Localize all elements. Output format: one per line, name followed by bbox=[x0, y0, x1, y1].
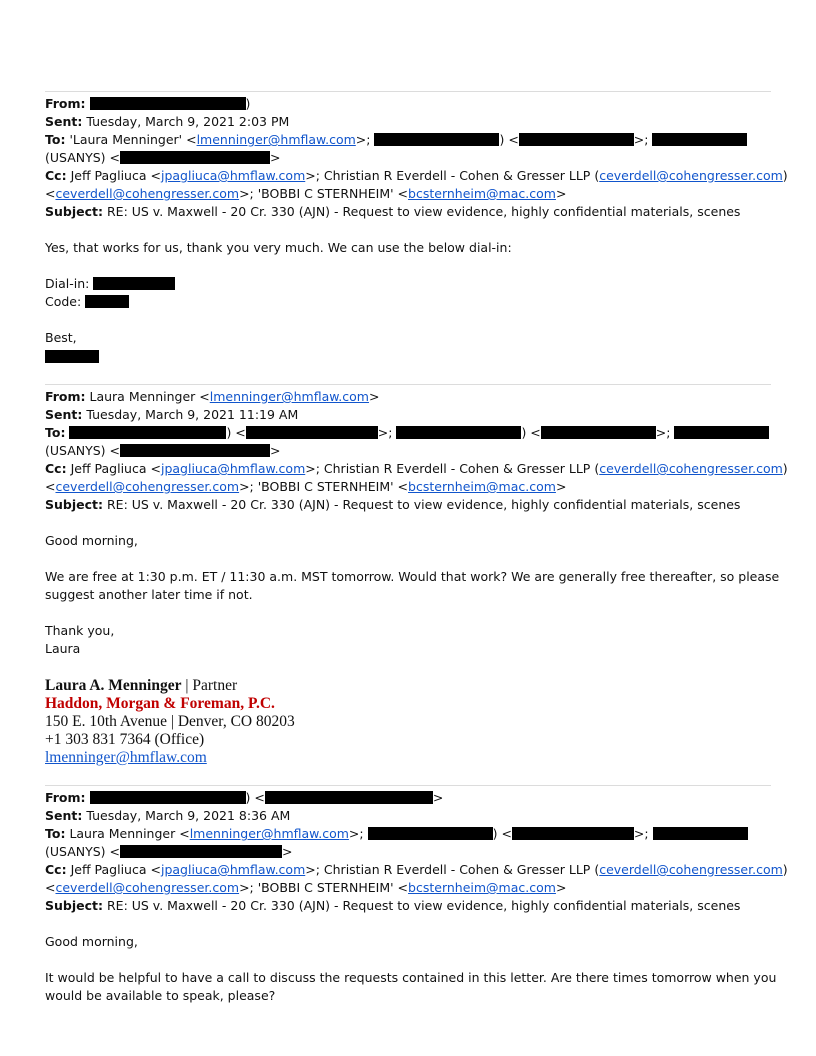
email3-sent-value: Tuesday, March 9, 2021 8:36 AM bbox=[86, 808, 291, 823]
redaction-box bbox=[519, 133, 634, 146]
cc-mid: >; Christian R Everdell - Cohen & Gresser LLP ( bbox=[305, 862, 600, 877]
sent-label: Sent: bbox=[45, 407, 83, 422]
usanys-text: (USANYS) < bbox=[45, 150, 120, 165]
email3-cc-line bbox=[45, 861, 788, 878]
email1-usanys-line bbox=[45, 149, 280, 166]
email-divider bbox=[45, 785, 771, 786]
redaction-box bbox=[396, 426, 521, 439]
signature-email-link[interactable]: lmenninger@hmflaw.com bbox=[45, 749, 207, 766]
email2-from-line bbox=[45, 388, 379, 405]
cc-label: Cc: bbox=[45, 168, 67, 183]
email-link[interactable]: bcsternheim@mac.com bbox=[408, 186, 556, 201]
to-label: To: bbox=[45, 132, 66, 147]
redaction-box bbox=[120, 151, 270, 164]
email3-greeting: Good morning, bbox=[45, 934, 138, 949]
email2-body-line2: suggest another later time if not. bbox=[45, 587, 253, 602]
email2-greeting: Good morning, bbox=[45, 533, 138, 548]
punct: > bbox=[270, 443, 281, 458]
cc-mid: >; 'BOBBI C STERNHEIM' < bbox=[239, 186, 409, 201]
email2-subject-line bbox=[45, 496, 740, 513]
email1-cc-line bbox=[45, 167, 788, 184]
email2-to-line bbox=[45, 424, 769, 441]
punct: ) < bbox=[245, 790, 265, 805]
email3-subject: RE: US v. Maxwell - 20 Cr. 330 (AJN) - Request to view evidence, highly confidential materials, scenes bbox=[106, 898, 741, 913]
subject-label: Subject: bbox=[45, 204, 103, 219]
punct: > bbox=[555, 880, 567, 895]
cc-mid: >; 'BOBBI C STERNHEIM' < bbox=[239, 880, 409, 895]
email1-signature-redacted bbox=[45, 348, 99, 365]
punct: ) < bbox=[499, 132, 519, 147]
redaction-box bbox=[652, 133, 747, 146]
email2-cc-line bbox=[45, 460, 788, 477]
redaction-box bbox=[45, 350, 99, 363]
email-link[interactable]: ceverdell@cohengresser.com bbox=[599, 862, 783, 877]
email2-from-link[interactable]: lmenninger@hmflaw.com bbox=[209, 389, 369, 404]
dialin-line bbox=[45, 275, 175, 292]
email3-from-line bbox=[45, 789, 443, 806]
cc-prefix: Jeff Pagliuca < bbox=[70, 461, 161, 476]
email3-to-line bbox=[45, 825, 748, 842]
redaction-box bbox=[368, 827, 493, 840]
email3-to-link[interactable]: lmenninger@hmflaw.com bbox=[189, 826, 349, 841]
punct: ) bbox=[782, 461, 788, 476]
redaction-box bbox=[541, 426, 656, 439]
to-label: To: bbox=[45, 826, 66, 841]
punct: >; bbox=[655, 425, 671, 440]
punct: > bbox=[270, 150, 281, 165]
cc-label: Cc: bbox=[45, 862, 67, 877]
email3-to-prefix: Laura Menninger < bbox=[69, 826, 190, 841]
email1-to-link[interactable]: lmenninger@hmflaw.com bbox=[196, 132, 356, 147]
punct: >; bbox=[633, 132, 649, 147]
from-label: From: bbox=[45, 790, 86, 805]
email3-usanys-line bbox=[45, 843, 292, 860]
dialin-label: Dial-in: bbox=[45, 276, 90, 291]
email-link[interactable]: jpagliuca@hmflaw.com bbox=[160, 862, 306, 877]
redaction-box bbox=[93, 277, 175, 290]
email1-to-prefix: 'Laura Menninger' < bbox=[69, 132, 197, 147]
punct: > bbox=[555, 186, 567, 201]
email2-name: Laura bbox=[45, 641, 81, 656]
email1-to-line bbox=[45, 131, 747, 148]
redaction-box bbox=[512, 827, 634, 840]
sent-label: Sent: bbox=[45, 114, 83, 129]
signature-firm: Haddon, Morgan & Foreman, P.C. bbox=[45, 695, 275, 712]
email-link[interactable]: bcsternheim@mac.com bbox=[408, 880, 556, 895]
email-divider bbox=[45, 384, 771, 385]
subject-label: Subject: bbox=[45, 497, 103, 512]
email3-sent-line bbox=[45, 807, 290, 824]
cc-mid: >; Christian R Everdell - Cohen & Gresser LLP ( bbox=[305, 168, 600, 183]
punct: ) bbox=[782, 862, 788, 877]
redaction-box bbox=[90, 97, 246, 110]
punct: > bbox=[368, 389, 380, 404]
punct: > bbox=[282, 844, 293, 859]
from-label: From: bbox=[45, 96, 86, 111]
redaction-box bbox=[85, 295, 129, 308]
email2-from-prefix: Laura Menninger < bbox=[89, 389, 210, 404]
email2-cc-line2 bbox=[45, 478, 566, 495]
punct: < bbox=[45, 186, 56, 201]
punct: > bbox=[555, 479, 567, 494]
cc-prefix: Jeff Pagliuca < bbox=[70, 168, 161, 183]
punct: >; bbox=[355, 132, 371, 147]
cc-prefix: Jeff Pagliuca < bbox=[70, 862, 161, 877]
redaction-box bbox=[120, 444, 270, 457]
email3-body-line1: It would be helpful to have a call to discuss the requests contained in this letter. Are there times tomorrow when you bbox=[45, 970, 777, 985]
signature-address: 150 E. 10th Avenue | Denver, CO 80203 bbox=[45, 713, 295, 730]
email2-usanys-line bbox=[45, 442, 280, 459]
punct: >; bbox=[348, 826, 364, 841]
email-link[interactable]: ceverdell@cohengresser.com bbox=[55, 186, 240, 201]
email-link[interactable]: jpagliuca@hmflaw.com bbox=[160, 168, 306, 183]
code-line bbox=[45, 293, 129, 310]
punct: ) < bbox=[521, 425, 541, 440]
email2-sent-value: Tuesday, March 9, 2021 11:19 AM bbox=[86, 407, 299, 422]
redaction-box bbox=[265, 791, 433, 804]
redaction-box bbox=[653, 827, 748, 840]
email-link[interactable]: bcsternheim@mac.com bbox=[408, 479, 556, 494]
email2-body-line1: We are free at 1:30 p.m. ET / 11:30 a.m. MST tomorrow. Would that work? We are generally free thereafter, so please bbox=[45, 569, 780, 584]
email3-subject-line bbox=[45, 897, 740, 914]
email-link[interactable]: ceverdell@cohengresser.com bbox=[599, 168, 783, 183]
redaction-box bbox=[120, 845, 282, 858]
signature-title: | Partner bbox=[181, 677, 238, 694]
cc-mid: >; 'BOBBI C STERNHEIM' < bbox=[239, 479, 409, 494]
punct: ) bbox=[245, 96, 251, 111]
redaction-box bbox=[69, 426, 226, 439]
punct: ) < bbox=[492, 826, 512, 841]
code-label: Code: bbox=[45, 294, 82, 309]
usanys-text: (USANYS) < bbox=[45, 844, 120, 859]
email3-cc-line2 bbox=[45, 879, 566, 896]
punct: >; bbox=[633, 826, 649, 841]
email-link[interactable]: ceverdell@cohengresser.com bbox=[55, 479, 240, 494]
cc-label: Cc: bbox=[45, 461, 67, 476]
email-link[interactable]: jpagliuca@hmflaw.com bbox=[160, 461, 306, 476]
punct: < bbox=[45, 880, 56, 895]
email1-cc-line2 bbox=[45, 185, 566, 202]
redaction-box bbox=[674, 426, 769, 439]
email1-subject: RE: US v. Maxwell - 20 Cr. 330 (AJN) - Request to view evidence, highly confidential materials, scenes bbox=[106, 204, 741, 219]
sent-label: Sent: bbox=[45, 808, 83, 823]
subject-label: Subject: bbox=[45, 898, 103, 913]
usanys-text: (USANYS) < bbox=[45, 443, 120, 458]
email2-subject: RE: US v. Maxwell - 20 Cr. 330 (AJN) - Request to view evidence, highly confidential materials, scenes bbox=[106, 497, 741, 512]
email1-body: Yes, that works for us, thank you very much. We can use the below dial-in: bbox=[45, 240, 512, 255]
email-link[interactable]: ceverdell@cohengresser.com bbox=[55, 880, 240, 895]
email2-sent-line bbox=[45, 406, 298, 423]
email1-sent-value: Tuesday, March 9, 2021 2:03 PM bbox=[86, 114, 290, 129]
punct: >; bbox=[377, 425, 393, 440]
email2-thanks: Thank you, bbox=[45, 623, 115, 638]
email1-signoff: Best, bbox=[45, 330, 77, 345]
signature-phone: +1 303 831 7364 (Office) bbox=[45, 731, 205, 748]
punct: > bbox=[432, 790, 444, 805]
to-label: To: bbox=[45, 425, 66, 440]
signature-name: Laura A. Menninger bbox=[45, 677, 182, 694]
email-divider bbox=[45, 91, 771, 92]
redaction-box bbox=[246, 426, 378, 439]
punct: ) < bbox=[226, 425, 246, 440]
signature-name-line bbox=[45, 677, 237, 695]
punct: ) bbox=[782, 168, 788, 183]
email3-body-line2: would be available to speak, please? bbox=[45, 988, 276, 1003]
punct: < bbox=[45, 479, 56, 494]
from-label: From: bbox=[45, 389, 86, 404]
redaction-box bbox=[90, 791, 246, 804]
email1-subject-line bbox=[45, 203, 740, 220]
email1-from-line bbox=[45, 95, 250, 112]
email-link[interactable]: ceverdell@cohengresser.com bbox=[599, 461, 783, 476]
cc-mid: >; Christian R Everdell - Cohen & Gresser LLP ( bbox=[305, 461, 600, 476]
redaction-box bbox=[374, 133, 499, 146]
email1-sent-line bbox=[45, 113, 289, 130]
